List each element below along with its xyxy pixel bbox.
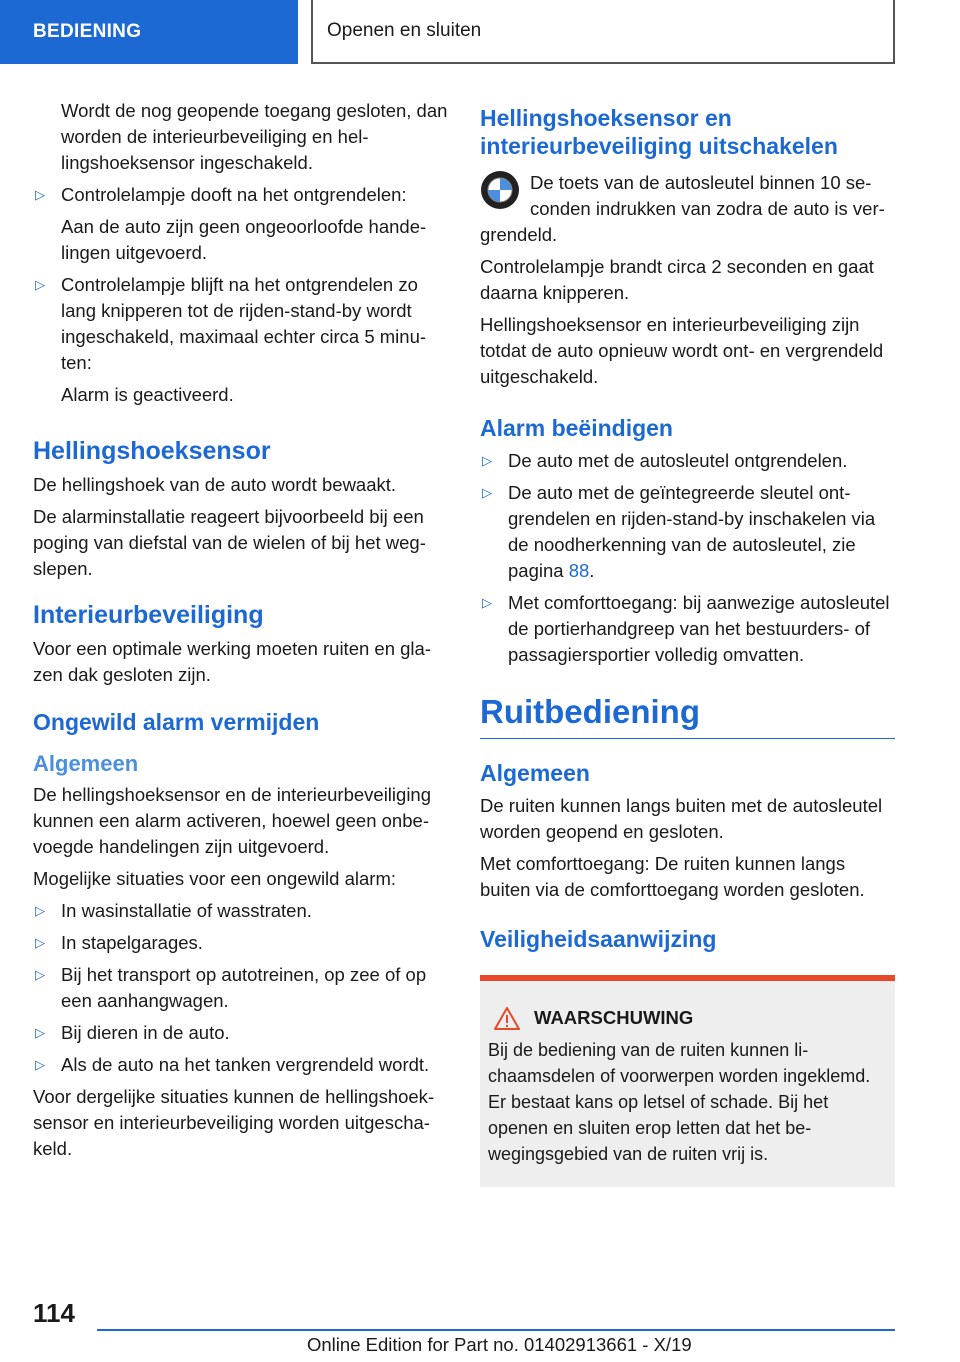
triangle-right-icon: ▷ [35,1025,45,1040]
warning-text: Bij de bediening van de ruiten kunnen lichaamsdelen of voorwerpen worden ingeklemd. Er bestaat kans op letsel of schade. Bij het openen en sluiten erop letten dat het bewegingsgebied van de ruiten vrij is. [488,1040,871,1164]
page-number: 114 [33,1298,75,1328]
heading-safety: Veiligheidsaanwijzing [480,926,717,952]
left-column [33,98,448,1168]
triangle-right-icon: ▷ [482,453,492,468]
heading-tilt-sensor: Hellingshoeksensor [33,437,271,465]
chapter-header [311,0,895,64]
heading-disable: Hellingshoeksensor en interieurbeveiliging uitschakelen [480,105,838,159]
list-item: ▷ Controlelampje dooft na het ontgrendelen: Aan de auto zijn geen ongeoorloofde handelingen uitgevoerd. [35,184,427,263]
paragraph: De alarminstallatie reageert bijvoorbeeld bij een poging van diefstal van de wielen of bij het wegslepen. [33,506,426,579]
paragraph: De toets van de autosleutel binnen 10 seconden indrukken van zodra de auto is vergrendeld. [480,172,885,245]
paragraph: Met comforttoegang: De ruiten kunnen langs buiten via de comforttoegang worden gesloten. [480,853,865,900]
list-item: ▷ In wasinstallatie of wasstraten. [33,898,448,924]
warning-title: WAARSCHUWING [534,1007,694,1028]
chapter-label: Openen en sluiten [327,20,482,41]
heading-window-operation: Ruitbediening [480,692,895,739]
triangle-right-icon: ▷ [35,935,45,950]
heading-end-alarm: Alarm beëindigen [480,415,673,441]
footer-divider [97,1329,895,1331]
list-item: ▷ De auto met de autosleutel ontgrendelen. [480,448,895,474]
triangle-right-icon: ▷ [35,903,45,918]
paragraph: Mogelijke situaties voor een ongewild alarm: [33,868,396,889]
list-item: ▷ Controlelampje blijft na het ontgrendelen zo lang knipperen tot de rijden-stand-by wordt ingeschakeld, maximaal echter circa 5 minuten: Alarm is geactiveerd. [35,274,427,405]
section-label: BEDIENING [33,21,142,42]
paragraph: Hellingshoeksensor en interieurbeveiliging zijn totdat de auto opnieuw wordt ont- en vergrendeld uitgeschakeld. [480,314,884,387]
triangle-right-icon: ▷ [35,277,45,292]
heading-general: Algemeen [480,760,590,786]
list-item: ▷ De auto met de geïntegreerde sleutel ontgrendelen en rijden-stand-by inschakelen via de noodherkenning van de autosleutel, zie pagina 88. [482,482,876,581]
paragraph: Controlelampje brandt circa 2 seconden en gaat daarna knipperen. [480,256,874,303]
triangle-right-icon: ▷ [482,595,492,610]
paragraph: De hellingshoek van de auto wordt bewaakt. [33,474,397,495]
triangle-right-icon: ▷ [35,967,45,982]
warning-box [480,975,895,1187]
heading-interior: Interieurbeveiliging [33,601,264,629]
paragraph: De hellingshoeksensor en de interieurbeveiliging kunnen een alarm activeren, hoewel geen onbevoegde handelingen zijn uitgevoerd. [33,784,432,857]
list-item: ▷ Als de auto na het tanken vergrendeld wordt. [33,1052,448,1078]
section-tab[interactable] [0,0,298,64]
triangle-right-icon: ▷ [482,485,492,500]
right-column [480,98,895,1187]
triangle-right-icon: ▷ [35,187,45,202]
page-link[interactable]: 88 [568,560,590,581]
list-item: ▷ In stapelgarages. [33,930,448,956]
paragraph: Voor dergelijke situaties kunnen de hellingshoeksensor en interieurbeveiliging worden uitgeschakeld. [33,1086,435,1159]
list-item: ▷ Met comforttoegang: bij aanwezige autosleutel de portierhandgreep van het bestuurders- of passagiersportier volledig omvatten. [482,592,890,665]
list-item: ▷ Bij dieren in de auto. [33,1020,448,1046]
paragraph: De ruiten kunnen langs buiten met de autosleutel worden geopend en gesloten. [480,795,883,842]
edition-text: Online Edition for Part no. 01402913661 - X/19 [307,1334,692,1355]
intro-paragraph: Wordt de nog geopende toegang gesloten, dan worden de interieurbeveiliging en hellingshoeksensor ingeschakeld. [61,100,448,173]
paragraph: Voor een optimale werking moeten ruiten en glazen dak gesloten zijn. [33,638,431,685]
warning-triangle-icon [494,1007,520,1030]
triangle-right-icon: ▷ [35,1057,45,1072]
heading-avoid-alarm: Ongewild alarm vermijden [33,709,320,735]
disable-block [480,170,895,248]
heading-general: Algemeen [33,751,139,776]
bmw-logo-icon [480,170,520,210]
list-item: ▷ Bij het transport op autotreinen, op zee of op een aanhangwagen. [35,964,427,1011]
